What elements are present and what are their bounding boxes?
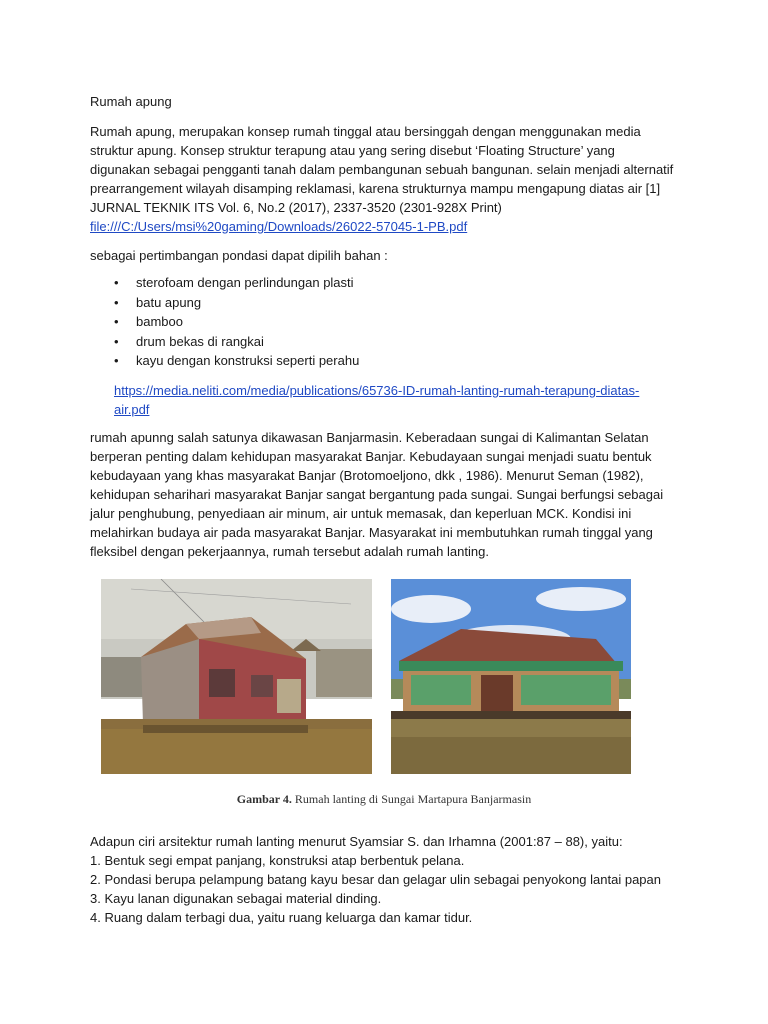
figure-caption bbox=[0, 792, 768, 807]
caption-label: Gambar 4. bbox=[236, 792, 292, 806]
paragraph-foundation: sebagai pertimbangan pondasi dapat dipilih bahan : bbox=[90, 248, 388, 263]
paragraph-characteristics bbox=[90, 832, 690, 927]
list-item: • sterofoam dengan perlindungan plasti bbox=[114, 273, 359, 293]
paragraph-intro-text: Rumah apung, merupakan konsep rumah tinggal atau bersinggah dengan menggunakan media struktur apung. Konsep struktur terapung atau yang sering disebut ‘Floating Structure’ yang digunakan sebagai pengganti tanah dalam pembangunan sebuah bangunan. selain menjadi alternatif prearrangement wilayah disamping reklamasi, karena strukturnya mampu mengapung diatas air [1] JURNAL TEKNIK ITS Vol. 6, No.2 (2017), 2337-3520 (2301-928X Print) bbox=[90, 124, 674, 215]
neliti-link-block bbox=[114, 381, 674, 419]
paragraph-banjarmasin: rumah apunng salah satunya dikawasan Banjarmasin. Keberadaan sungai di Kalimantan Selatan berperan penting dalam kehidupan masyarakat Banjar. Kebudayaan sungai menjadi suatu bentuk kebudayaan yang khas masyarakat Banjar (Brotomoeljono, dkk , 1986). Menurut Seman (1982), kehidupan seharihari masyarakat Banjar sangat bergantung pada sungai. Sungai berfungsi sebagai jalur penghubung, penyediaan air minum, air untuk memasak, dan keperluan MCK. Kondisi ini melahirkan budaya air pada masyarakat Banjar. Masyarakat ini membutuhkan rumah tinggal yang fleksibel dengan pekerjaannya, rumah tersebut adalah rumah lanting. bbox=[90, 430, 664, 559]
characteristics-line: 1. Bentuk segi empat panjang, konstruksi atap berbentuk pelana. bbox=[90, 853, 465, 868]
caption-text: Rumah lanting di Sungai Martapura Banjarmasin bbox=[294, 792, 532, 806]
list-item: • drum bekas di rangkai bbox=[114, 332, 359, 352]
list-item: • bamboo bbox=[114, 312, 359, 332]
characteristics-line: 4. Ruang dalam terbagi dua, yaitu ruang keluarga dan kamar tidur. bbox=[90, 910, 473, 925]
photo-floating-house-right bbox=[391, 579, 631, 774]
material-list bbox=[114, 273, 359, 371]
characteristics-line: 3. Kayu lanan digunakan sebagai material dinding. bbox=[90, 891, 382, 906]
list-item: • kayu dengan konstruksi seperti perahu bbox=[114, 351, 359, 371]
characteristics-line: Adapun ciri arsitektur rumah lanting menurut Syamsiar S. dan Irhamna (2001:87 – 88), yaitu: bbox=[90, 834, 623, 849]
characteristics-line: 2. Pondasi berupa pelampung batang kayu besar dan gelagar ulin sebagai penyokong lantai papan bbox=[90, 872, 661, 887]
section-title: Rumah apung bbox=[90, 94, 172, 109]
paragraph-intro bbox=[90, 122, 675, 236]
photo-floating-house-left bbox=[101, 579, 372, 774]
neliti-pdf-link[interactable]: https://media.neliti.com/media/publications/65736-ID-rumah-lanting-rumah-terapung-diatas-air.pdf bbox=[114, 383, 640, 417]
pdf-file-link[interactable]: file:///C:/Users/msi%20gaming/Downloads/26022-57045-1-PB.pdf bbox=[90, 219, 468, 234]
list-item: • batu apung bbox=[114, 293, 359, 313]
